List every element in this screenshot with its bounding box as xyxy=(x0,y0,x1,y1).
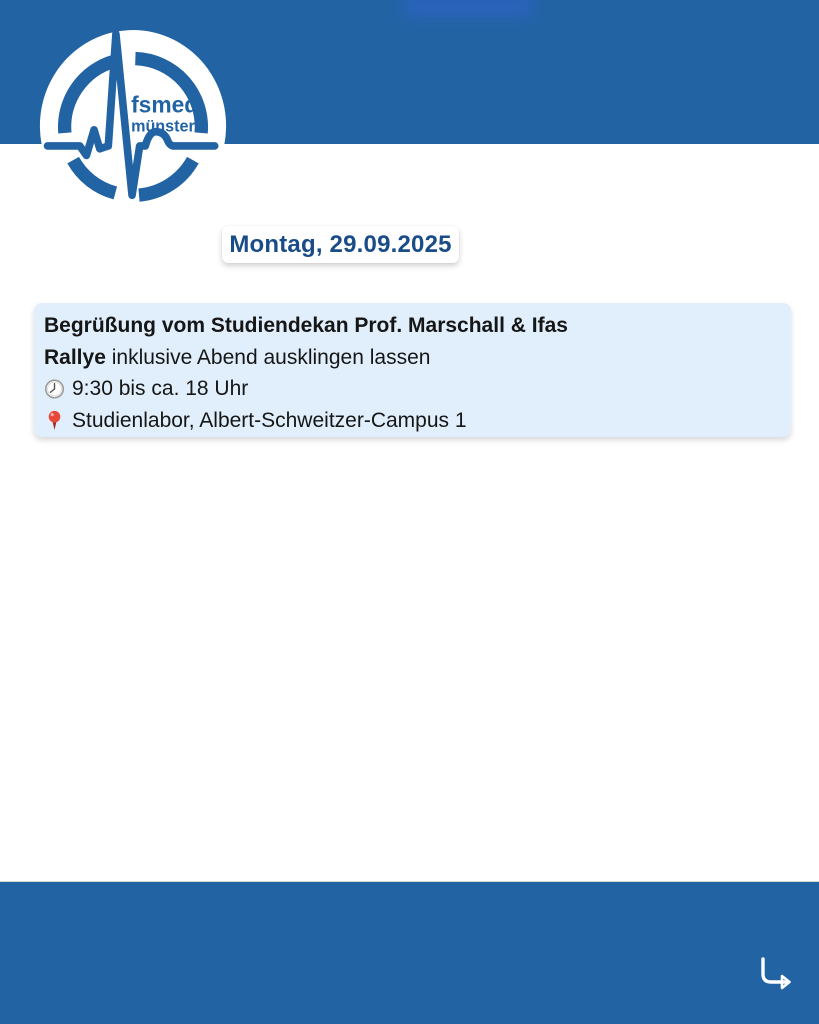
top-blur-artifact xyxy=(403,0,533,18)
footer-band xyxy=(0,881,819,1024)
event-time-row xyxy=(44,373,779,405)
event-card xyxy=(34,303,791,437)
down-right-arrow-icon[interactable] xyxy=(756,956,798,994)
event-title-line2-bold: Rallye xyxy=(44,345,106,369)
event-title-line2 xyxy=(44,342,779,374)
date-header-label: Montag, 29.09.2025 xyxy=(229,230,452,258)
event-title-line1: Begrüßung vom Studiendekan Prof. Marschall & Ifas xyxy=(44,314,568,337)
event-time: 9:30 bis ca. 18 Uhr xyxy=(72,377,249,400)
logo-title: fsmed xyxy=(131,91,199,118)
logo-subtitle: münster xyxy=(131,117,195,136)
fsmed-logo xyxy=(38,27,228,225)
clock-icon xyxy=(44,378,65,400)
event-location-row xyxy=(44,405,779,437)
event-title-line2-rest: inklusive Abend ausklingen lassen xyxy=(111,345,431,369)
pin-icon xyxy=(44,409,65,431)
event-location: Studienlabor, Albert-Schweitzer-Campus 1 xyxy=(72,408,467,432)
ekg-logo-icon xyxy=(38,27,228,225)
date-header-card xyxy=(222,226,459,263)
